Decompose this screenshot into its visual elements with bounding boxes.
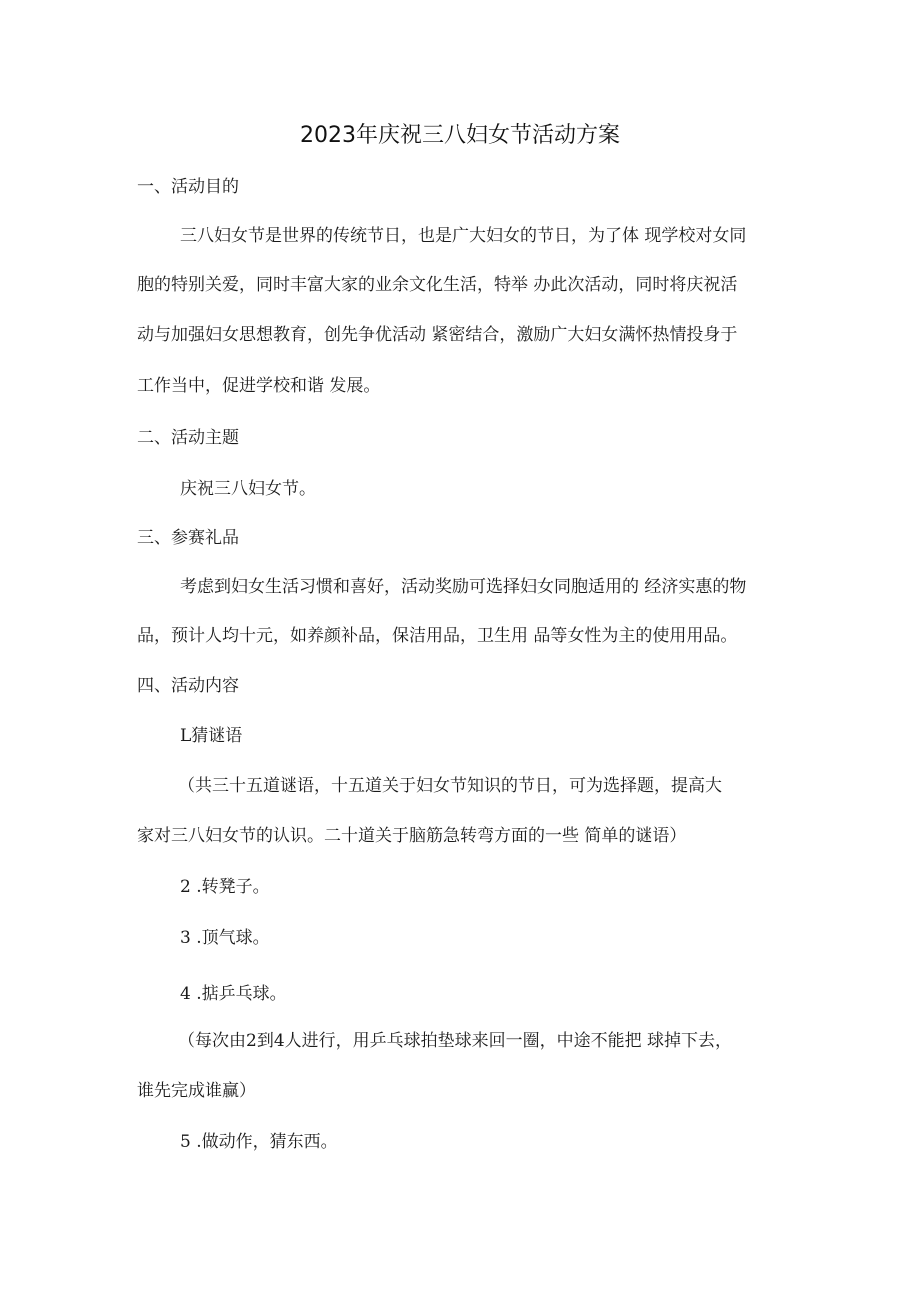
pingpong-note-line-2: 谁先完成谁赢） <box>137 1081 256 1101</box>
theme-paragraph: 庆祝三八妇女节。 <box>180 479 316 499</box>
purpose-paragraph-line-2: 胞的特别关爱，同时丰富大家的业余文化生活，特举 办此次活动，同时将庆祝活 <box>137 275 738 295</box>
content-item-charades: 5 .做动作，猜东西。 <box>180 1132 338 1152</box>
content-item-stool: 2 .转凳子。 <box>180 877 270 897</box>
content-item-balloon: 3 .顶气球。 <box>180 928 270 948</box>
prizes-paragraph-line-1: 考虑到妇女生活习惯和喜好，活动奖励可选择妇女同胞适用的 经济实惠的物 <box>180 577 747 597</box>
purpose-paragraph-line-1: 三八妇女节是世界的传统节日，也是广大妇女的节日，为了体 现学校对女同 <box>180 226 747 246</box>
section-heading-theme: 二、活动主题 <box>137 428 239 448</box>
purpose-paragraph-line-3: 动与加强妇女思想教育，创先争优活动 紧密结合，激励广大妇女满怀热情投身于 <box>137 325 738 345</box>
riddles-note-line-2: 家对三八妇女节的认识。二十道关于脑筋急转弯方面的一些 简单的谜语） <box>137 826 687 846</box>
content-item-pingpong: 4 .掂乒乓球。 <box>180 984 287 1004</box>
page-title: 2023年庆祝三八妇女节活动方案 <box>300 123 620 148</box>
riddles-note-line-1: （共三十五道谜语，十五道关于妇女节知识的节日，可为选择题，提高大 <box>178 776 722 796</box>
content-item-riddles: L猜谜语 <box>180 726 243 746</box>
section-heading-purpose: 一、活动目的 <box>137 177 239 197</box>
pingpong-note-line-1: （每次由2到4人进行，用乒乓球拍垫球来回一圈，中途不能把 球掉下去， <box>178 1031 733 1051</box>
purpose-paragraph-line-4: 工作当中，促进学校和谐 发展。 <box>137 376 381 396</box>
section-heading-prizes: 三、参赛礼品 <box>137 528 239 548</box>
prizes-paragraph-line-2: 品，预计人均十元，如养颜补品，保洁用品，卫生用 品等女性为主的使用用品。 <box>137 626 738 646</box>
section-heading-content: 四、活动内容 <box>137 676 239 696</box>
